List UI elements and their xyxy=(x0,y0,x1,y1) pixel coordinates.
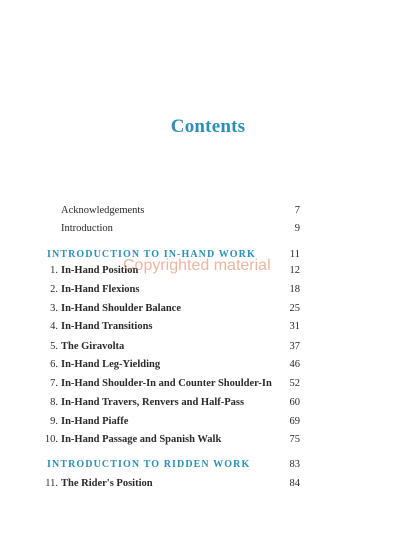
toc-chapter-label: In-Hand Shoulder-In and Counter Shoulder-In xyxy=(61,378,272,389)
toc-chapter-label: In-Hand Transitions xyxy=(61,321,153,332)
toc-chapter-number: 10. xyxy=(44,434,58,445)
toc-chapter-label: In-Hand Flexions xyxy=(61,284,140,295)
toc-section-page: 83 xyxy=(289,459,300,470)
toc-chapter-label: In-Hand Shoulder Balance xyxy=(61,303,182,314)
toc-section-label: INTRODUCTION TO IN-HAND WORK xyxy=(47,249,256,260)
toc-chapter-11[interactable] xyxy=(0,478,416,496)
toc-chapter-page: 25 xyxy=(289,303,300,314)
copyright-watermark: Copyrighted material xyxy=(123,257,271,274)
toc-chapter-page: 37 xyxy=(289,341,300,352)
toc-chapter-4[interactable] xyxy=(0,321,416,339)
toc-entry-page: 7 xyxy=(294,205,300,216)
toc-chapter-label: The Giravolta xyxy=(61,341,125,352)
toc-chapter-label: In-Hand Leg-Yielding xyxy=(61,359,161,370)
toc-entry-introduction[interactable] xyxy=(0,223,416,241)
toc-chapter-number: 11. xyxy=(45,478,58,489)
toc-chapter-page: 52 xyxy=(289,378,300,389)
toc-section-ridden[interactable] xyxy=(0,459,416,477)
toc-chapter-number: 5. xyxy=(50,341,58,352)
toc-chapter-page: 46 xyxy=(289,359,300,370)
toc-chapter-number: 7. xyxy=(50,378,58,389)
toc-chapter-page: 31 xyxy=(289,321,300,332)
toc-chapter-label: The Rider's Position xyxy=(61,478,153,489)
toc-chapter-label: In-Hand Passage and Spanish Walk xyxy=(61,434,222,445)
toc-chapter-page: 69 xyxy=(289,416,300,427)
toc-chapter-label: In-Hand Travers, Renvers and Half-Pass xyxy=(61,397,245,408)
toc-chapter-page: 60 xyxy=(289,397,300,408)
toc-chapter-number: 8. xyxy=(50,397,58,408)
toc-chapter-6[interactable] xyxy=(0,359,416,377)
toc-chapter-number: 3. xyxy=(50,303,58,314)
page-title: Contents xyxy=(170,116,246,137)
toc-chapter-page: 75 xyxy=(289,434,300,445)
toc-entry-page: 9 xyxy=(294,223,300,234)
toc-chapter-number: 9. xyxy=(50,416,58,427)
toc-chapter-1[interactable] xyxy=(0,265,416,283)
toc-chapter-8[interactable] xyxy=(0,397,416,415)
toc-chapter-number: 6. xyxy=(50,359,58,370)
toc-chapter-3[interactable] xyxy=(0,303,416,321)
toc-chapter-page: 12 xyxy=(289,265,300,276)
toc-chapter-page: 18 xyxy=(289,284,300,295)
toc-section-page: 11 xyxy=(289,249,300,260)
toc-chapter-5[interactable] xyxy=(0,341,416,359)
toc-chapter-label: In-Hand Piaffe xyxy=(61,416,129,427)
toc-chapter-10[interactable] xyxy=(0,434,416,452)
toc-chapter-number: 4. xyxy=(50,321,58,332)
toc-entry-label: Acknowledgements xyxy=(61,205,145,216)
toc-chapter-page: 84 xyxy=(289,478,300,489)
toc-entry-label: Introduction xyxy=(61,223,113,234)
toc-chapter-7[interactable] xyxy=(0,378,416,396)
toc-chapter-number: 1. xyxy=(50,265,58,276)
toc-chapter-number: 2. xyxy=(50,284,58,295)
toc-chapter-label: In-Hand Position xyxy=(61,265,139,276)
toc-chapter-9[interactable] xyxy=(0,416,416,434)
toc-chapter-2[interactable] xyxy=(0,284,416,302)
toc-section-label: INTRODUCTION TO RIDDEN WORK xyxy=(47,459,251,470)
toc-entry-acknowledgements[interactable] xyxy=(0,205,416,223)
